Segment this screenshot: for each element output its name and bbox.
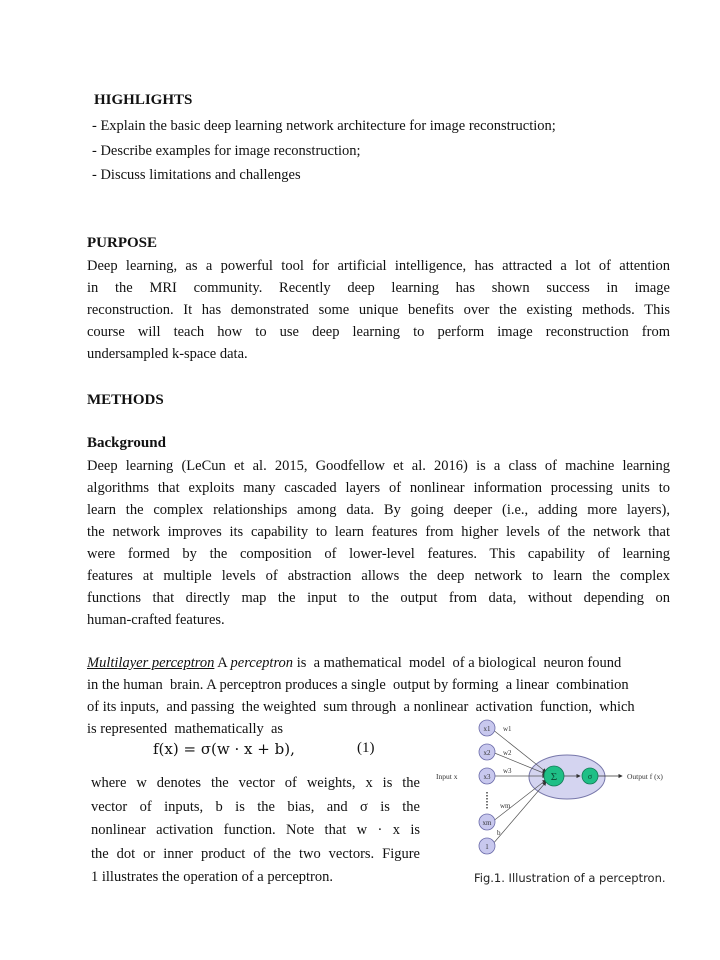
- purpose-heading: PURPOSE: [87, 235, 158, 251]
- background-line: functions that directly map the input to the output from data, without depending on: [87, 590, 670, 606]
- activation-symbol: σ: [587, 772, 593, 781]
- weight-label: wm: [500, 802, 511, 810]
- highlights-list: [92, 114, 556, 188]
- highlight-item: - Describe examples for image reconstruction;: [92, 142, 361, 159]
- weight-label: w2: [503, 749, 512, 757]
- sum-symbol: Σ: [550, 771, 558, 783]
- background-paragraph: [87, 455, 670, 631]
- perceptron-term: perceptron: [230, 655, 294, 671]
- highlights-heading: HIGHLIGHTS: [94, 92, 193, 108]
- purpose-line: course will teach how to use deep learning to perform image reconstruction from: [87, 324, 670, 340]
- background-line: learn the complex relationships among data. By going deeper (i.e., adding more layers),: [87, 502, 670, 518]
- explanation-line: vector of inputs, b is the bias, and σ is the: [91, 798, 420, 815]
- background-line: human-crafted features.: [87, 612, 225, 628]
- text-fragment: is a mathematical model of a biological neuron found: [293, 655, 622, 671]
- perceptron-line: of its inputs, and passing the weighted sum through a nonlinear activation function, which: [87, 699, 635, 715]
- background-line: were formed by the composition of lower-level features. This capability of learning: [87, 546, 670, 562]
- weight-label: w1: [503, 725, 512, 733]
- purpose-paragraph: [87, 255, 670, 365]
- node-label: x1: [483, 725, 491, 733]
- text-fragment: A: [214, 655, 231, 671]
- purpose-line: Deep learning, as a powerful tool for artificial intelligence, has attracted a lot of attention: [87, 258, 670, 274]
- equation-number: (1): [357, 740, 375, 756]
- background-line: Deep learning (LeCun et al. 2015, Goodfellow et al. 2016) is a class of machine learning: [87, 458, 670, 474]
- input-label: Input x: [436, 772, 458, 781]
- perceptron-diagram: [430, 712, 680, 862]
- purpose-line: undersampled k-space data.: [87, 346, 248, 362]
- explanation-line: nonlinear activation function. Note that w · x is: [91, 822, 420, 838]
- output-label: Output f (x): [627, 772, 663, 781]
- perceptron-line-1: [87, 652, 665, 674]
- perceptron-line: is represented mathematically as: [87, 721, 284, 737]
- equation: f(x) = σ(w · x + b),: [153, 740, 295, 758]
- node-label: 1: [485, 843, 489, 851]
- node-label: x3: [483, 773, 491, 781]
- perceptron-line: in the human brain. A perceptron produces a single output by forming a linear combination: [87, 677, 629, 693]
- weight-label: w3: [503, 767, 512, 775]
- edge-wm: [492, 780, 546, 822]
- explanation-line: 1 illustrates the operation of a perceptron.: [91, 869, 333, 885]
- background-line: the network improves its capability to learn features from higher levels of the network that: [87, 524, 670, 540]
- background-line: features at multiple levels of abstraction allows the deep network to learn the complex: [87, 568, 670, 584]
- node-label: xm: [482, 819, 492, 827]
- figure-caption: Fig.1. Illustration of a perceptron.: [474, 871, 666, 885]
- weight-label: b: [497, 829, 501, 837]
- purpose-line: in the MRI community. Recently deep learning has shown success in image: [87, 280, 670, 296]
- edge-w1: [492, 729, 546, 772]
- node-label: x2: [483, 749, 491, 757]
- highlight-item: - Explain the basic deep learning network architecture for image reconstruction;: [92, 118, 556, 134]
- purpose-line: reconstruction. It has demonstrated some unique benefits over the existing methods. This: [87, 302, 670, 318]
- explanation-paragraph: [91, 772, 420, 890]
- explanation-line: where w denotes the vector of weights, x is the: [91, 775, 420, 791]
- highlight-item: - Discuss limitations and challenges: [92, 167, 301, 183]
- explanation-line: the dot or inner product of the two vectors. Figure: [91, 845, 420, 862]
- background-heading: Background: [87, 435, 166, 451]
- perceptron-title: Multilayer perceptron: [87, 655, 215, 671]
- methods-heading: METHODS: [87, 392, 164, 408]
- background-line: algorithms that exploits many cascaded layers of nonlinear information processing units to: [87, 480, 670, 496]
